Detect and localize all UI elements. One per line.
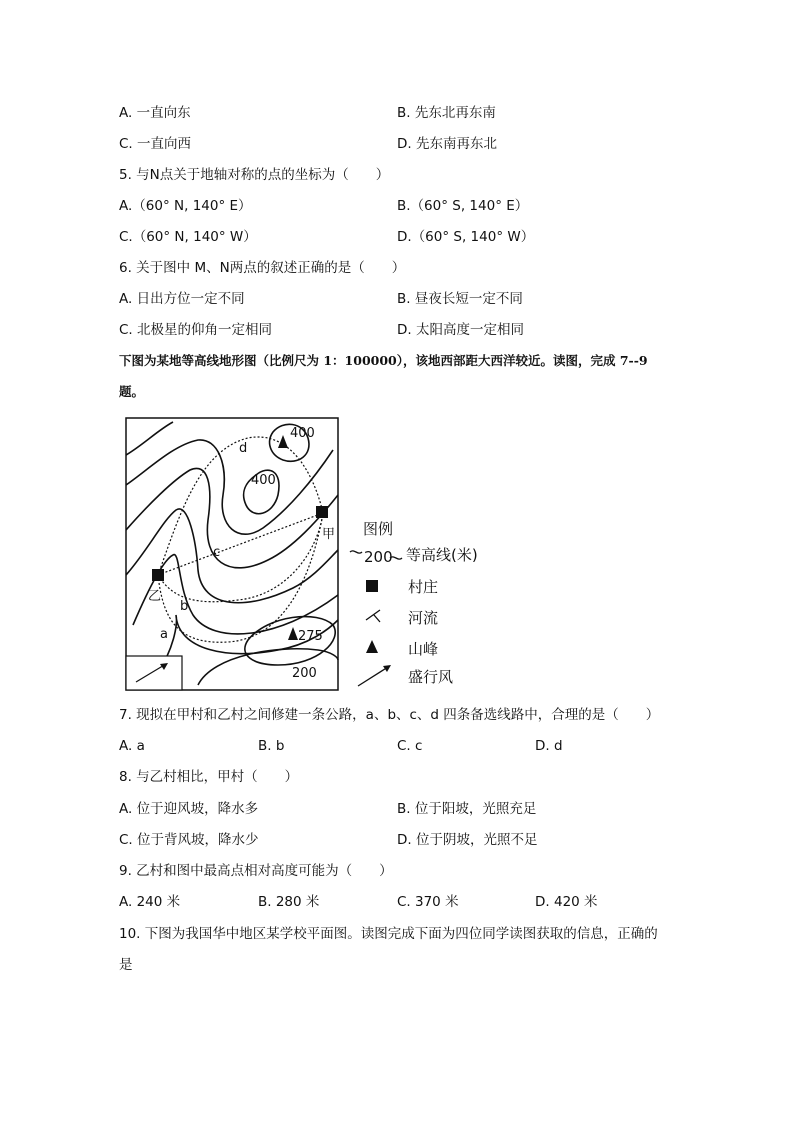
legend-wind-text: 盛行风 — [408, 668, 454, 686]
q5-option-b: B.（60° S, 140° E） — [397, 198, 529, 214]
contour-lines — [126, 422, 338, 685]
route-label-c: c — [213, 545, 221, 560]
q9-option-c: C. 370 米 — [397, 894, 459, 910]
q7-option-a: A. a — [119, 738, 145, 754]
q9-option-a: A. 240 米 — [119, 894, 181, 910]
legend-wind-arrow — [358, 667, 388, 686]
q4-option-d: D. 先东南再东北 — [397, 136, 497, 152]
legend-peak-text: 山峰 — [408, 640, 439, 658]
q5-stem: 5. 与N点关于地轴对称的点的坐标为（ ） — [119, 167, 390, 183]
contour-map-figure — [118, 410, 488, 695]
q10-stem-line-1: 10. 下图为我国华中地区某学校平面图。读图完成下面为四位同学读图获取的信息，正确的 — [119, 926, 658, 942]
wind-inset — [126, 656, 182, 690]
legend-contour-value: 200 — [364, 548, 393, 566]
route-d — [158, 437, 323, 575]
q8-option-d: D. 位于阴坡，光照不足 — [397, 832, 538, 848]
legend-title: 图例 — [363, 520, 394, 538]
q7-stem: 7. 现拟在甲村和乙村之间修建一条公路，a、b、c、d 四条备选线路中，合理的是（ ） — [119, 707, 660, 723]
village-label-yi: 乙 — [148, 589, 162, 604]
legend-village-marker — [366, 580, 378, 592]
route-a — [158, 513, 323, 642]
q6-option-a: A. 日出方位一定不同 — [119, 291, 245, 307]
q7-option-d: D. d — [535, 738, 563, 754]
route-label-b: b — [180, 599, 189, 614]
q7-option-b: B. b — [258, 738, 285, 754]
q6-option-b: B. 昼夜长短一定不同 — [397, 291, 523, 307]
q4-option-a: A. 一直向东 — [119, 105, 191, 121]
legend-river-text: 河流 — [408, 609, 439, 627]
legend-peak-symbol — [366, 640, 378, 653]
legend-river-symbol — [366, 610, 380, 622]
q9-option-b: B. 280 米 — [258, 894, 320, 910]
q8-option-c: C. 位于背风坡，降水少 — [119, 832, 259, 848]
q8-option-b: B. 位于阳坡，光照充足 — [397, 801, 537, 817]
q5-option-a: A.（60° N, 140° E） — [119, 198, 252, 214]
q7-option-c: C. c — [397, 738, 423, 754]
q4-option-c: C. 一直向西 — [119, 136, 192, 152]
q9-option-d: D. 420 米 — [535, 894, 598, 910]
q9-stem: 9. 乙村和图中最高点相对高度可能为（ ） — [119, 863, 393, 879]
contour-label-200: 200 — [292, 666, 317, 681]
route-label-a: a — [160, 627, 168, 642]
route-label-d: d — [239, 441, 248, 456]
village-yi-marker — [152, 569, 164, 581]
intro-line-2: 题。 — [119, 384, 145, 399]
q10-stem-line-2: 是 — [119, 957, 133, 973]
legend-contour-sample — [350, 551, 362, 553]
q8-stem: 8. 与乙村相比，甲村（ ） — [119, 769, 299, 785]
village-jia-marker — [316, 506, 328, 518]
peak-marker-1 — [278, 435, 288, 448]
intro-line-1: 下图为某地等高线地形图（比例尺为 1：100000），该地西部距大西洋较近。读图，完成 7--9 — [119, 353, 648, 368]
peak-label-3: 275 — [298, 629, 323, 644]
peak-label-2: 400 — [251, 473, 276, 488]
peak-label-1: 400 — [290, 426, 315, 441]
q4-option-b: B. 先东北再东南 — [397, 105, 496, 121]
q6-option-c: C. 北极星的仰角一定相同 — [119, 322, 273, 338]
peak-marker-3 — [288, 627, 298, 640]
village-label-jia: 甲 — [322, 527, 336, 542]
q8-option-a: A. 位于迎风坡，降水多 — [119, 801, 259, 817]
q6-stem: 6. 关于图中 M、N两点的叙述正确的是（ ） — [119, 260, 406, 276]
q5-option-d: D.（60° S, 140° W） — [397, 229, 535, 245]
legend-village-text: 村庄 — [408, 578, 439, 596]
legend-contour-text: 等高线(米) — [406, 546, 478, 564]
q6-option-d: D. 太阳高度一定相同 — [397, 322, 524, 338]
q5-option-c: C.（60° N, 140° W） — [119, 229, 257, 245]
route-c — [158, 513, 323, 575]
